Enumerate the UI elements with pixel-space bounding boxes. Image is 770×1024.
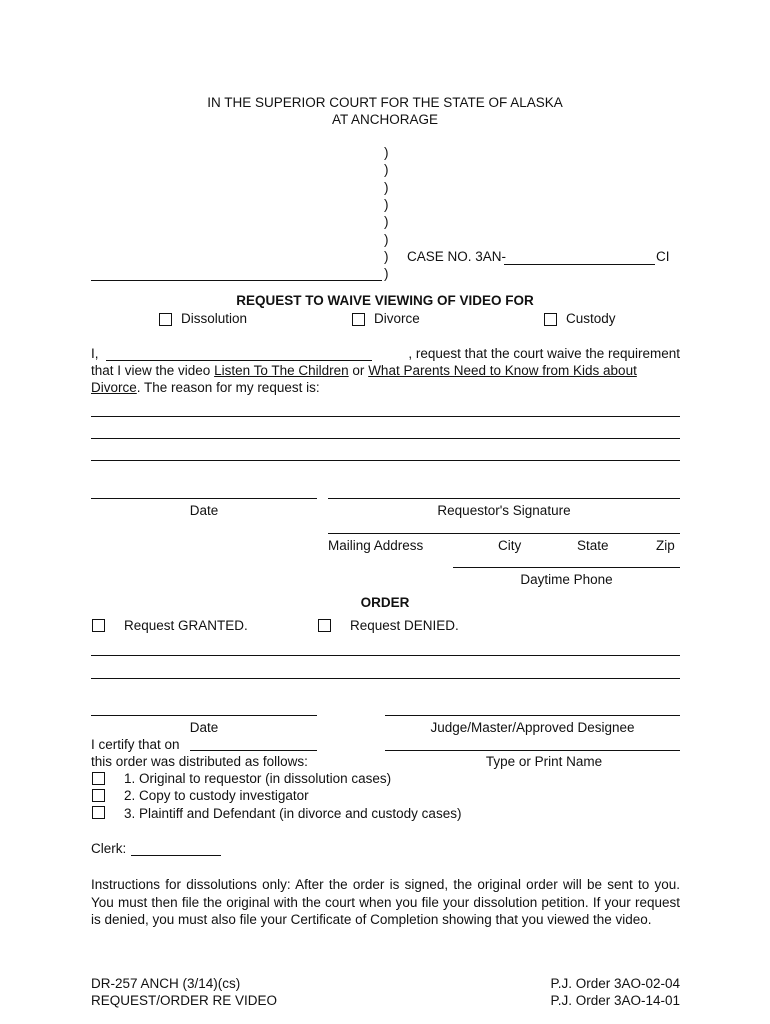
request-date-field[interactable] [91,498,317,499]
distribution-item-3: 3. Plaintiff and Defendant (in divorce and custody cases) [124,806,462,821]
clerk-label: Clerk: [91,841,127,856]
certify-label: I certify that on [91,737,180,752]
dissolution-checkbox[interactable] [159,313,172,326]
distribution-label: this order was distributed as follows: [91,754,308,769]
custody-label: Custody [566,311,616,326]
granted-checkbox[interactable] [92,619,105,632]
request-text: that I view the video [91,363,215,378]
request-text: , request that the court waive the requirement [408,346,680,361]
custody-checkbox[interactable] [544,313,557,326]
caption-paren: ) [384,214,389,229]
reason-line[interactable] [91,460,680,461]
request-date-label: Date [189,503,219,518]
caption-paren: ) [384,145,389,160]
daytime-phone-label: Daytime Phone [520,572,613,587]
denied-label: Request DENIED. [350,618,459,633]
video-title-2-end: Divorce [91,380,137,395]
case-no-field[interactable] [504,264,655,265]
requestor-signature-label: Requestor's Signature [437,503,571,518]
caption-paren: ) [384,162,389,177]
distribution-checkbox-2[interactable] [92,789,105,802]
request-prefix: I, [91,346,99,361]
granted-label: Request GRANTED. [124,618,248,633]
court-name: IN THE SUPERIOR COURT FOR THE STATE OF ALASKA [207,95,563,110]
video-title-2: What Parents Need to Know from Kids about [368,363,637,378]
divorce-label: Divorce [374,311,420,326]
caption-paren: ) [384,266,389,281]
form-id: DR-257 ANCH (3/14)(cs) [91,976,241,991]
dissolution-label: Dissolution [181,311,248,326]
caption-paren: ) [384,197,389,212]
party-name-field[interactable] [91,280,382,281]
mailing-address-field[interactable] [328,533,680,534]
print-name-label: Type or Print Name [485,754,603,769]
case-no-suffix: CI [656,249,670,264]
caption-paren: ) [384,249,389,264]
pj-order-2: P.J. Order 3AO-14-01 [550,993,680,1008]
case-no-label: CASE NO. 3AN- [407,249,507,264]
order-date-label: Date [189,720,219,735]
form-footer-title: REQUEST/ORDER RE VIDEO [91,993,278,1008]
request-line-2 [91,363,680,378]
state-label: State [577,538,609,553]
pj-order-1: P.J. Order 3AO-02-04 [550,976,680,991]
distribution-checkbox-1[interactable] [92,772,105,785]
order-line[interactable] [91,678,680,679]
order-line[interactable] [91,655,680,656]
order-heading: ORDER [360,595,410,610]
clerk-field[interactable] [131,855,221,856]
city-label: City [498,538,522,553]
certify-date-field[interactable] [190,750,317,751]
denied-checkbox[interactable] [318,619,331,632]
caption-paren: ) [384,232,389,247]
reason-line[interactable] [91,438,680,439]
caption-paren: ) [384,180,389,195]
form-title: REQUEST TO WAIVE VIEWING OF VIDEO FOR [236,293,534,308]
divorce-checkbox[interactable] [352,313,365,326]
court-location: AT ANCHORAGE [331,112,439,127]
request-line-3 [91,380,320,395]
reason-line[interactable] [91,416,680,417]
requestor-signature-field[interactable] [328,498,680,499]
distribution-item-1: 1. Original to requestor (in dissolution cases) [124,771,392,786]
video-title-1: Listen To The Children [214,363,349,378]
mailing-address-label: Mailing Address [328,538,424,553]
request-text: . The reason for my request is: [136,380,320,395]
request-text: or [348,363,369,378]
distribution-item-2: 2. Copy to custody investigator [124,788,309,803]
daytime-phone-field[interactable] [453,567,680,568]
judge-signature-field[interactable] [385,715,680,716]
requestor-name-field[interactable] [106,360,372,361]
order-date-field[interactable] [91,715,317,716]
zip-label: Zip [656,538,675,553]
judge-signature-label: Judge/Master/Approved Designee [430,720,635,735]
instructions-paragraph: Instructions for dissolutions only: After the order is signed, the original order will be sent to you. You must then file the original with the court when you file your dissolution petition. If your request is denied, you must also file your Certificate of Completion showing that you viewed the video. [91,877,680,927]
print-name-field[interactable] [385,750,680,751]
distribution-checkbox-3[interactable] [92,806,105,819]
